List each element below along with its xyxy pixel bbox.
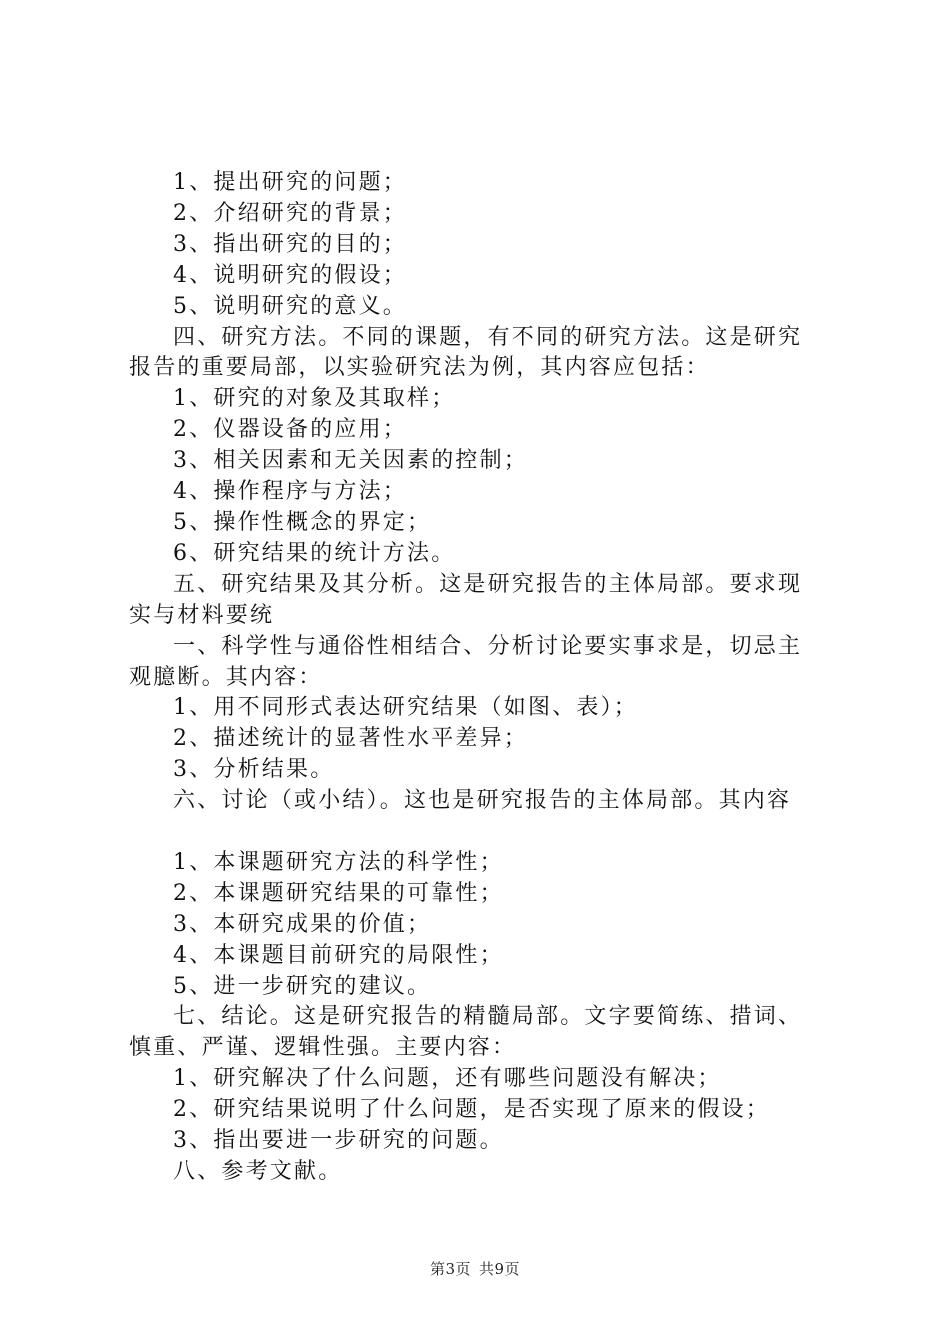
list-item: 3、指出要进一步研究的问题。 bbox=[173, 1128, 504, 1154]
list-item: 5、说明研究的意义。 bbox=[173, 293, 407, 319]
page-number-current: 第3页 bbox=[429, 1260, 471, 1278]
list-item: 1、研究的对象及其取样； bbox=[173, 386, 456, 412]
list-item: 2、仪器设备的应用； bbox=[173, 417, 407, 443]
list-item: 3、本研究成果的价值； bbox=[173, 911, 432, 937]
section-heading-discussion: 六、讨论（或小结）。这也是研究报告的主体局部。其内容 bbox=[173, 788, 792, 814]
page-number-total: 共9页 bbox=[479, 1260, 521, 1278]
list-item: 1、本课题研究方法的科学性； bbox=[173, 849, 504, 875]
paragraph-continuation: 观臆断。其内容： bbox=[129, 664, 323, 690]
paragraph-continuation: 慎重、严谨、逻辑性强。主要内容： bbox=[129, 1035, 517, 1061]
list-item: 4、操作程序与方法； bbox=[173, 479, 407, 505]
paragraph-continuation: 实与材料要统 bbox=[129, 602, 275, 628]
list-item: 1、提出研究的问题； bbox=[173, 170, 407, 195]
list-item: 2、研究结果说明了什么问题，是否实现了原来的假设； bbox=[173, 1097, 770, 1123]
page-footer bbox=[0, 1258, 950, 1279]
list-item: 5、进一步研究的建议。 bbox=[173, 973, 432, 999]
list-item: 2、描述统计的显著性水平差异； bbox=[173, 726, 528, 752]
paragraph-continuation: 报告的重要局部，以实验研究法为例，其内容应包括： bbox=[129, 355, 710, 381]
list-item: 3、指出研究的目的； bbox=[173, 231, 407, 257]
section-heading-results: 五、研究结果及其分析。这是研究报告的主体局部。要求现 bbox=[173, 571, 803, 597]
section-heading-conclusion: 七、结论。这是研究报告的精髓局部。文字要简练、措词、 bbox=[173, 1004, 803, 1030]
section-heading-methods: 四、研究方法。不同的课题，有不同的研究方法。这是研究 bbox=[173, 324, 803, 350]
section-heading-references: 八、参考文献。 bbox=[173, 1158, 343, 1184]
list-item: 1、用不同形式表达研究结果（如图、表）； bbox=[173, 695, 638, 721]
list-item: 2、本课题研究结果的可靠性； bbox=[173, 880, 504, 906]
list-item: 4、说明研究的假设； bbox=[173, 262, 407, 288]
blank-line bbox=[129, 817, 841, 848]
list-item: 3、分析结果。 bbox=[173, 757, 335, 783]
list-item: 2、介绍研究的背景； bbox=[173, 200, 407, 226]
list-item: 6、研究结果的统计方法。 bbox=[173, 540, 456, 566]
list-item: 1、研究解决了什么问题，还有哪些问题没有解决； bbox=[173, 1066, 722, 1092]
list-item: 4、本课题目前研究的局限性； bbox=[173, 942, 504, 968]
list-item: 3、相关因素和无关因素的控制； bbox=[173, 448, 528, 474]
list-item: 5、操作性概念的界定； bbox=[173, 509, 432, 535]
paragraph: 一、科学性与通俗性相结合、分析讨论要实事求是，切忌主 bbox=[173, 633, 803, 659]
document-body bbox=[129, 168, 841, 1188]
